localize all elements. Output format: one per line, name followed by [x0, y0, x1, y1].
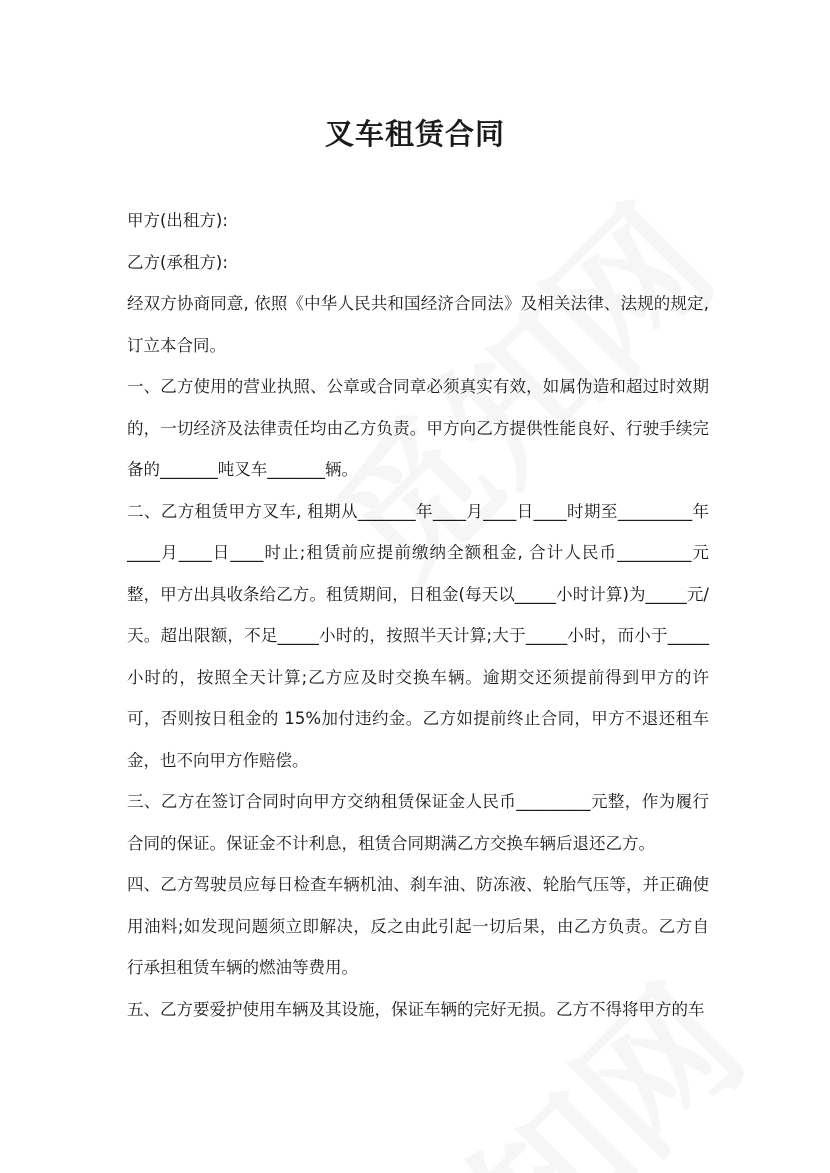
clause-2: 二、乙方租赁甲方叉车, 租期从_______年____月____日____时期至_________年____月____日____时止;租赁前应提前缴纳全额租金, 合计人民币_________元整，甲方出具收条给乙方。租赁期间，日租金(每天以_____小时计算)为_____元/天。超出限额，不足_____小时的，按照半天计算;大于_____小时，而小于_____小时的，按照全天计算;乙方应及时交换车辆。逾期交还须提前得到甲方的许可，否则按日租金的 15%加付违约金。乙方如提前终止合同，甲方不退还租车金，也不向甲方作赔偿。 [127, 501, 709, 770]
party-b-line: 乙方(承租方): [127, 252, 228, 272]
clause-5: 五、乙方要爱护使用车辆及其设施，保证车辆的完好无损。乙方不得将甲方的车 [127, 999, 705, 1019]
clause-1: 一、乙方使用的营业执照、公章或合同章必须真实有效，如属伪造和超过时效期的，一切经济及法律责任均由乙方负责。甲方向乙方提供性能良好、行驶手续完备的_______吨叉车_______辆。 [127, 377, 709, 479]
document-body [127, 200, 715, 1030]
clause-4: 四、乙方驾驶员应每日检查车辆机油、刹车油、防冻液、轮胎气压等，并正确使用油料;如发现问题须立即解决，反之由此引起一切后果，由乙方负责。乙方自行承担租赁车辆的燃油等费用。 [127, 875, 709, 977]
clause-3: 三、乙方在签订合同时向甲方交纳租赁保证金人民币_________元整，作为履行合同的保证。保证金不计利息，租赁合同期满乙方交换车辆后退还乙方。 [127, 792, 709, 853]
document-title: 叉车租赁合同 [324, 117, 505, 151]
party-a-line: 甲方(出租方): [127, 211, 228, 230]
intro-paragraph: 经双方协商同意, 依照《中华人民共和国经济合同法》及相关法律、法规的规定, 订立本合同。 [127, 294, 715, 355]
